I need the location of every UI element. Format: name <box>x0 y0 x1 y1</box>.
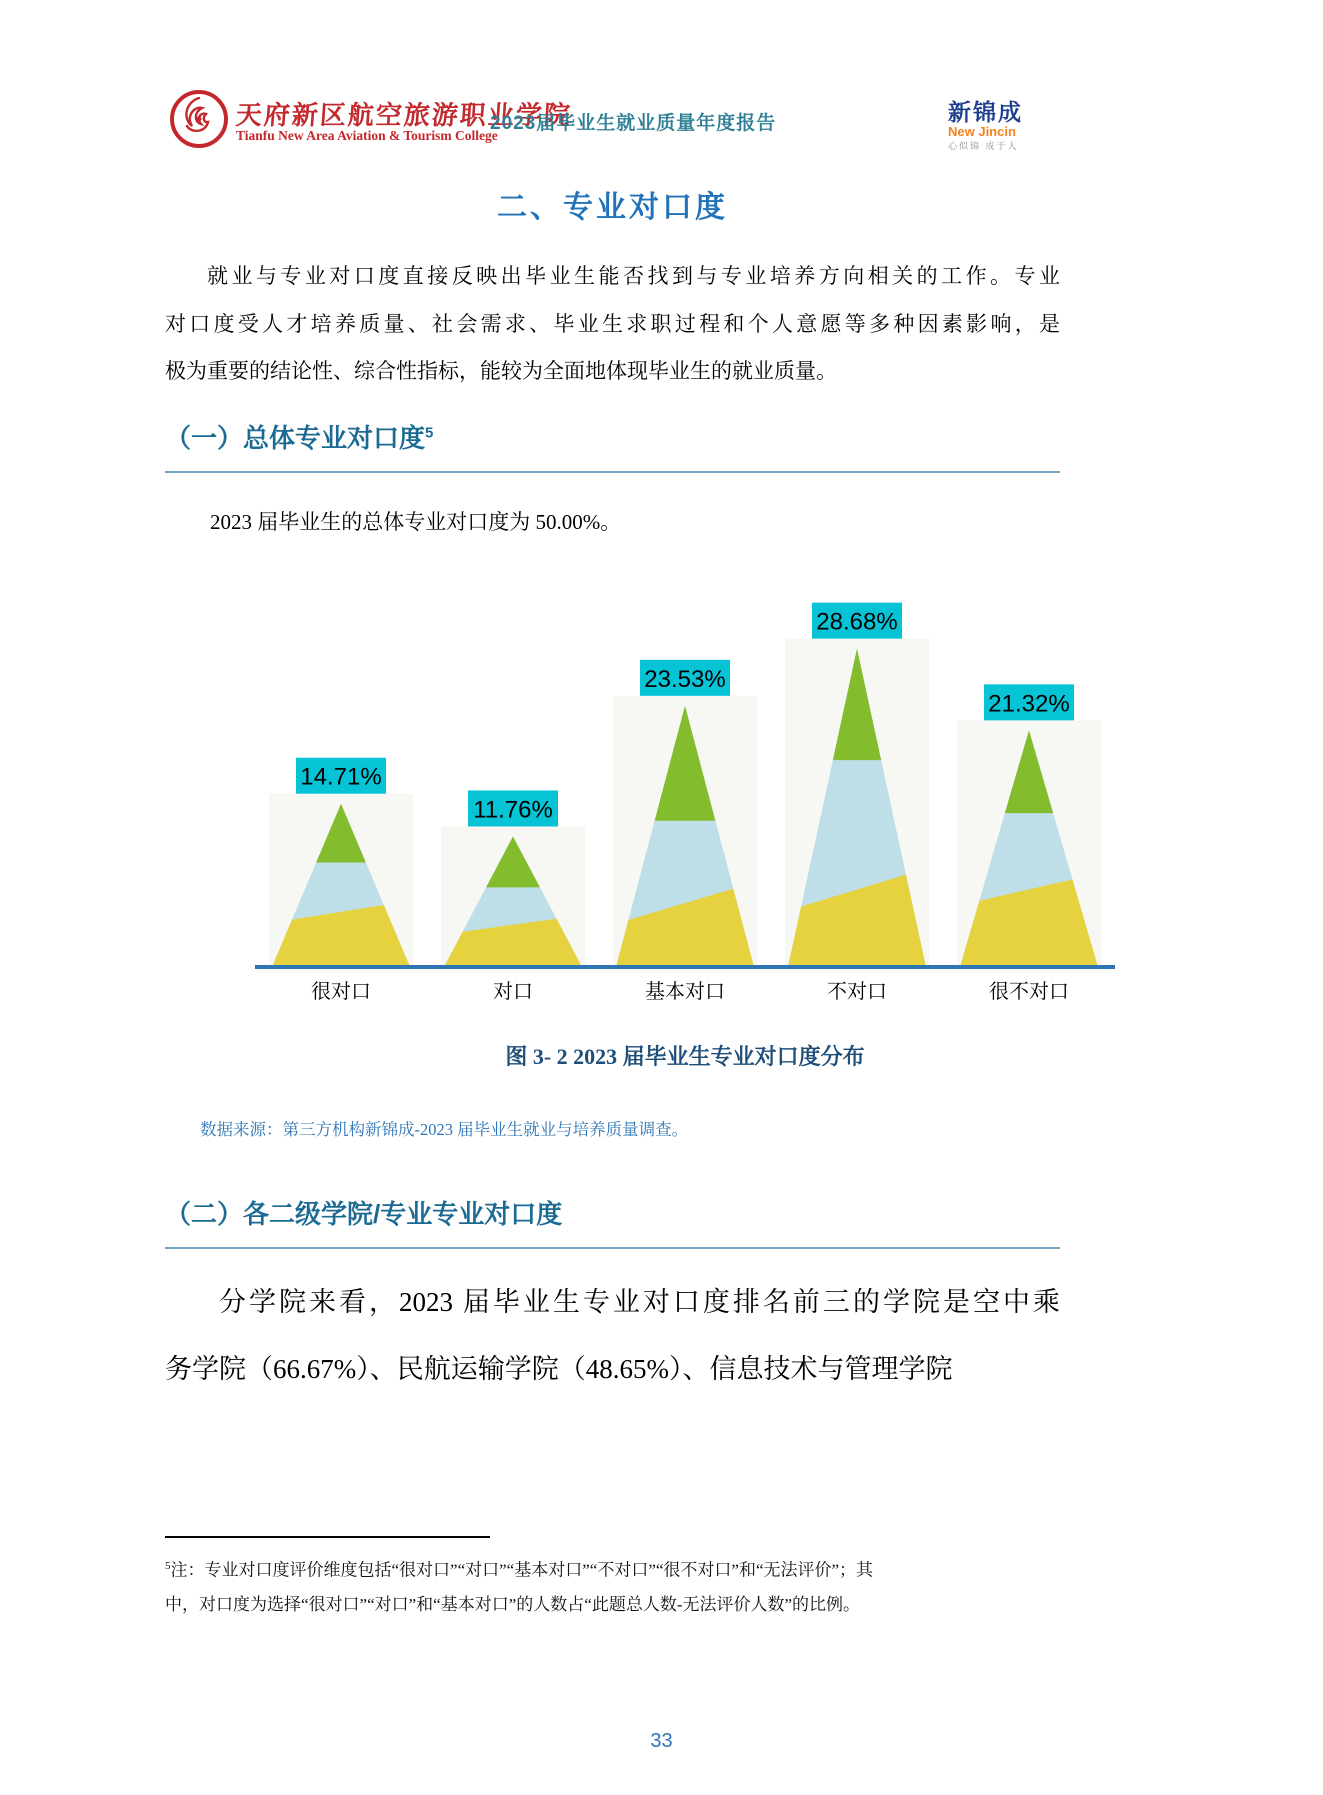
intro-paragraph-line: 极为重要的结论性、综合性指标，能较为全面地体现毕业生的就业质量。 <box>165 359 837 383</box>
brand-name-en: New Jincin <box>948 124 1016 139</box>
category-label: 很不对口 <box>989 981 1069 1003</box>
fit-distribution-chart <box>235 560 1135 1020</box>
section1-divider <box>165 471 1060 473</box>
section1-heading-text: （一）总体专业对口度 <box>165 423 426 453</box>
college-name-en: Tianfu New Area Aviation & Tourism College <box>236 128 498 143</box>
brand-logo <box>948 100 1058 153</box>
footnote-ref-marker: 5 <box>425 424 434 442</box>
brand-slogan: 心似锦 成于人 <box>948 141 1019 151</box>
intro-paragraph-line: 对口度受人才培养质量、社会需求、毕业生求职过程和个人意愿等多种因素影响，是 <box>165 312 1060 336</box>
category-label: 对口 <box>493 981 533 1003</box>
section2-paragraph-line: 分学院来看，2023 届毕业生专业对口度排名前三的学院是空中乘 <box>219 1287 1060 1317</box>
section2-heading-text: （二）各二级学院/专业专业对口度 <box>165 1199 563 1229</box>
data-label: 14.71% <box>300 763 382 791</box>
category-label: 基本对口 <box>645 981 725 1003</box>
data-label: 23.53% <box>644 665 726 693</box>
college-logo-icon <box>168 88 230 150</box>
category-label: 不对口 <box>827 981 887 1003</box>
intro-paragraph-line: 就业与专业对口度直接反映出毕业生能否找到与专业培养方向相关的工作。专业 <box>207 264 1060 288</box>
footnote-ref: 5 <box>165 1560 171 1572</box>
footnote-line: 中，对口度为选择“很对口”“对口”和“基本对口”的人数占“此题总人数-无法评价人数”的比例。 <box>165 1595 861 1614</box>
section1-heading <box>165 418 1060 455</box>
page-number: 33 <box>650 1730 673 1752</box>
data-source-note: 数据来源：第三方机构新锦成-2023 届毕业生就业与培养质量调查。 <box>200 1120 689 1139</box>
footnote-line <box>165 1553 1060 1584</box>
category-label: 很对口 <box>311 981 371 1003</box>
college-name-cn: 天府新区航空旅游职业学院 <box>234 101 573 131</box>
footnote-text: 注：专业对口度评价维度包括“很对口”“对口”“基本对口”“不对口”“很不对口”和“无法评价”；其 <box>170 1560 874 1580</box>
report-header-title: 2023届毕业生就业质量年度报告 <box>490 113 777 134</box>
chart-caption: 图 3- 2 2023 届毕业生专业对口度分布 <box>505 1044 865 1069</box>
section2-paragraph-line: 务学院（66.67%）、民航运输学院（48.65%）、信息技术与管理学院 <box>165 1354 953 1384</box>
footnote-separator <box>165 1536 490 1538</box>
section1-body: 2023 届毕业生的总体专业对口度为 50.00%。 <box>210 510 622 534</box>
data-label: 28.68% <box>816 608 898 636</box>
data-label: 11.76% <box>473 796 553 824</box>
section2-heading <box>165 1194 1060 1231</box>
data-label: 21.32% <box>988 690 1070 718</box>
chapter-title: 二、专业对口度 <box>497 191 728 224</box>
section2-divider <box>165 1247 1060 1249</box>
brand-name-cn: 新锦成 <box>948 99 1023 125</box>
